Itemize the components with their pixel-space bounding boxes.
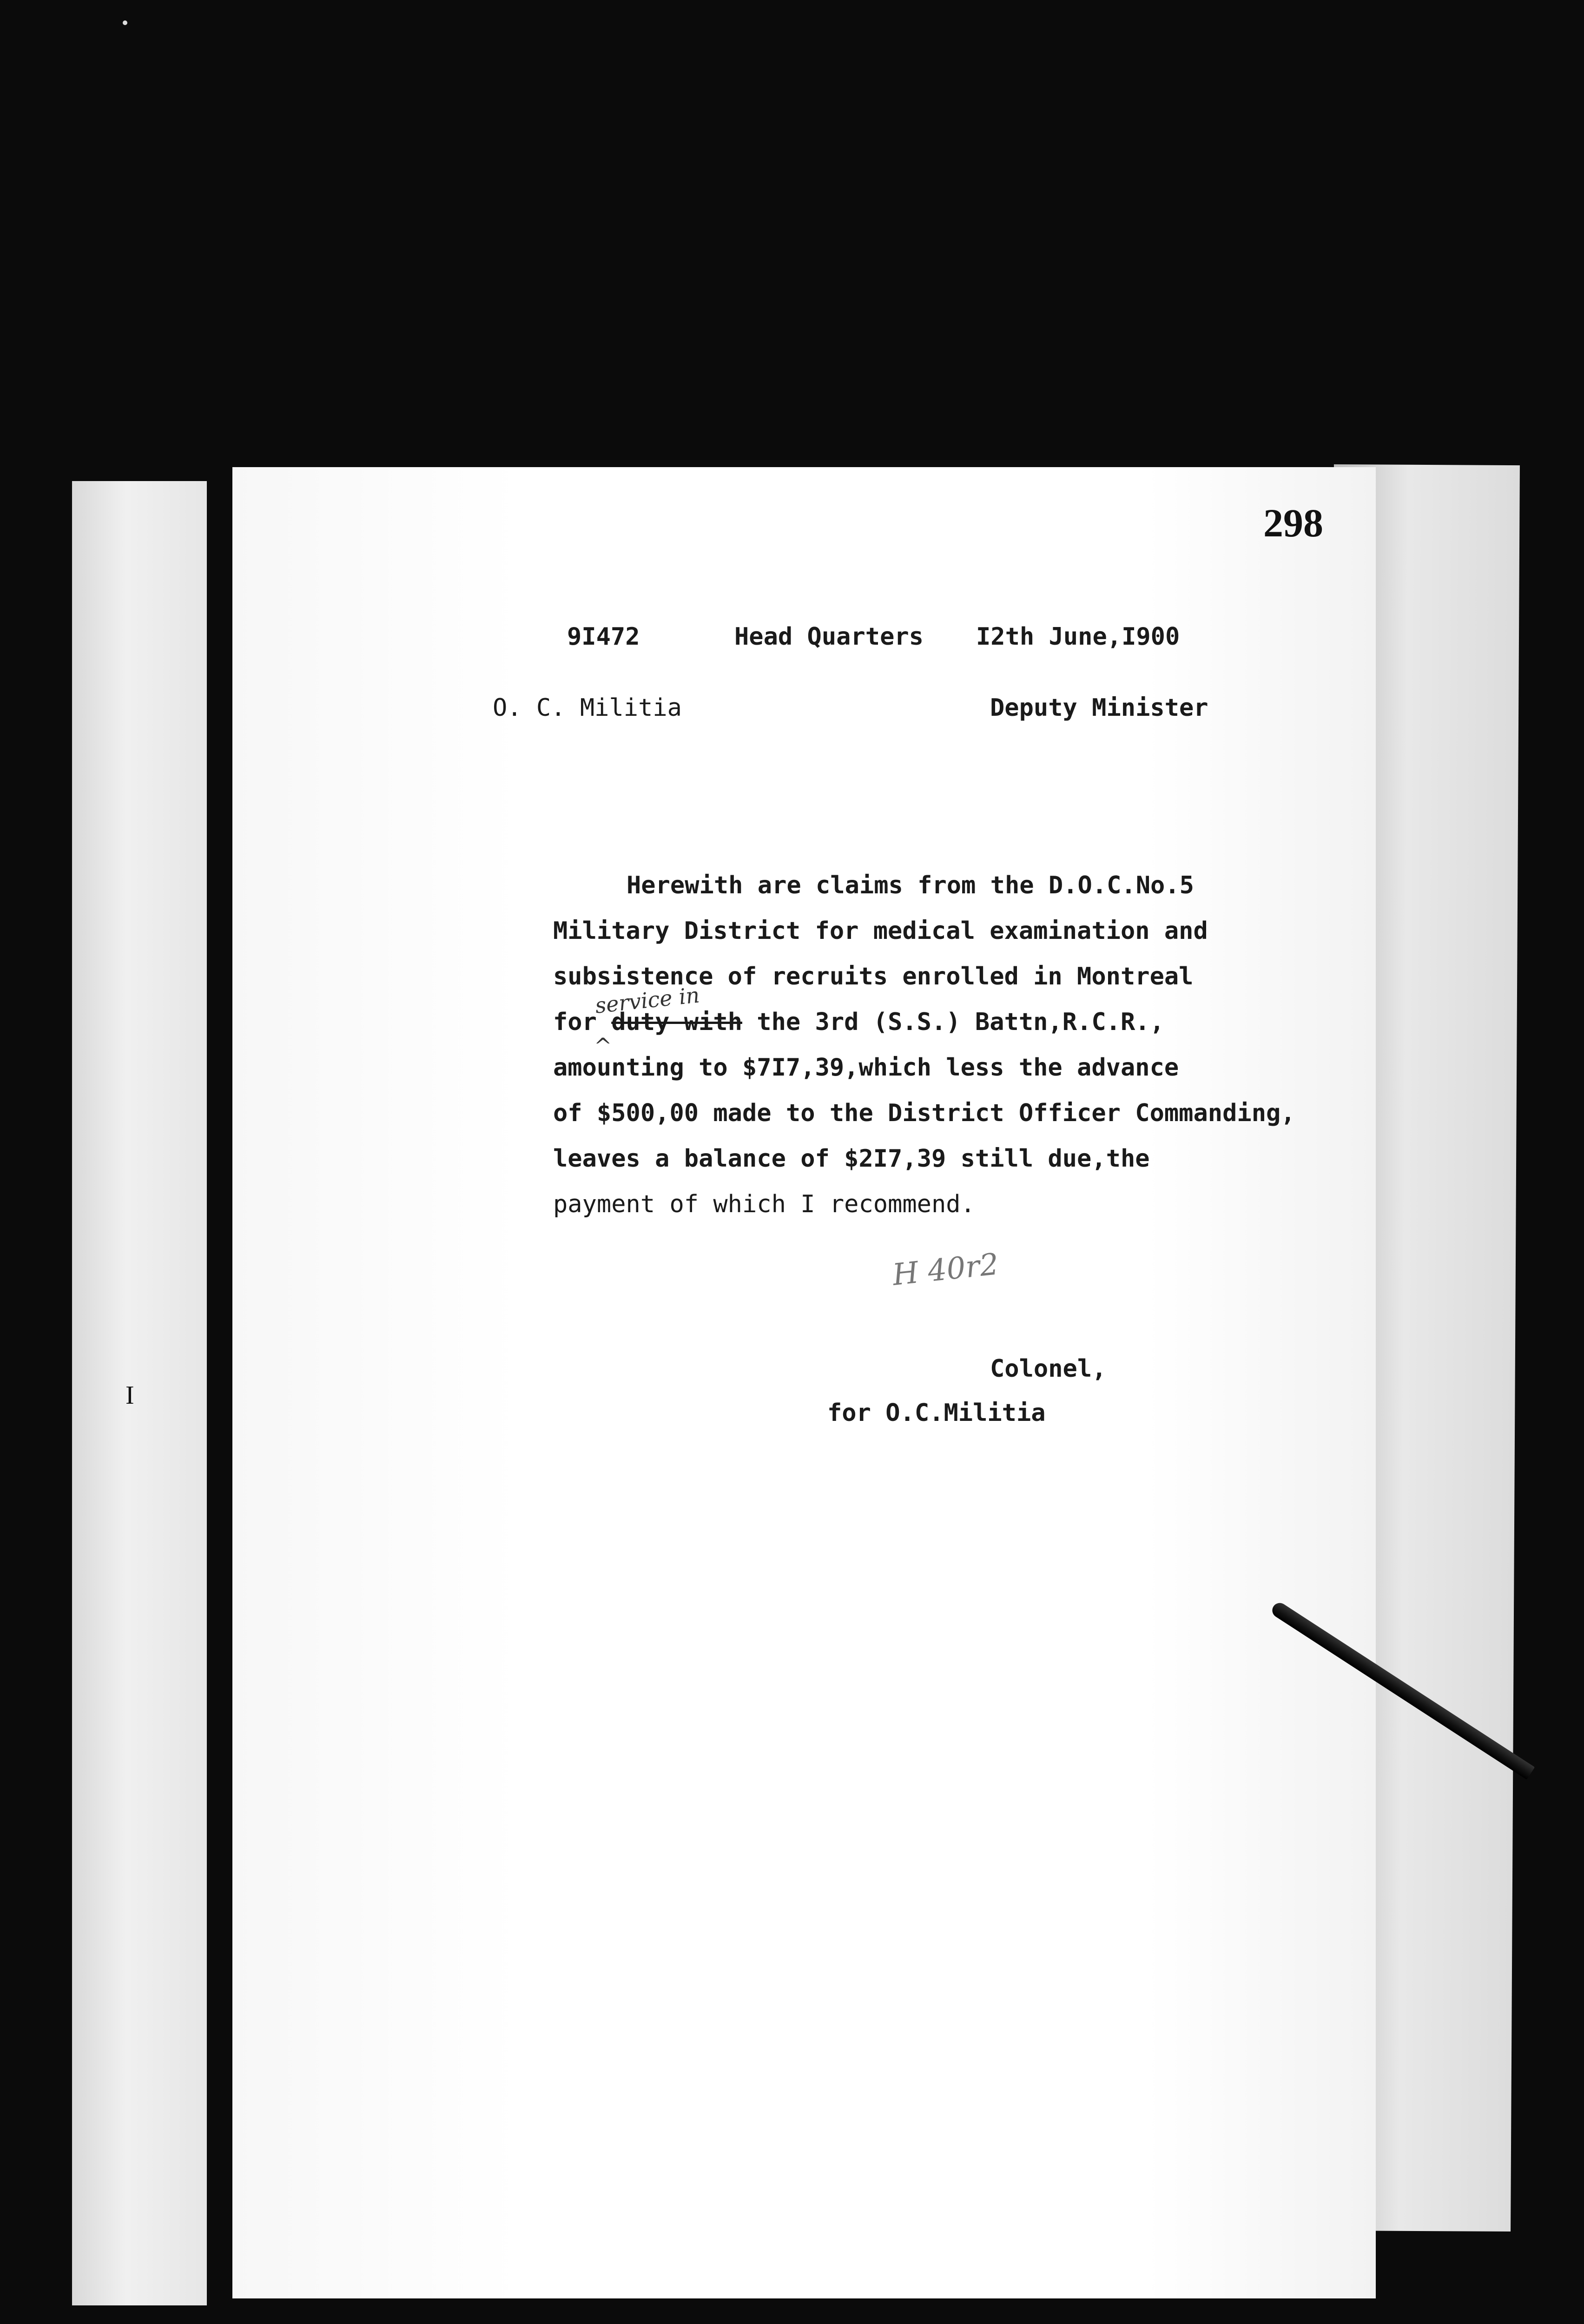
left-page-edge	[72, 481, 207, 2305]
file-number: 9I472	[567, 623, 640, 651]
struck-text: duty with	[611, 1008, 742, 1036]
signature-for: for O.C.Militia	[827, 1399, 1046, 1427]
body-line-3: subsistence of recruits enrolled in Montreal	[553, 963, 1194, 990]
line4-prefix: for	[553, 1008, 612, 1036]
speck	[123, 20, 127, 25]
body-line-2: Military District for medical examination and	[553, 917, 1208, 945]
line4-suffix: the 3rd (S.S.) Battn,R.C.R.,	[742, 1008, 1164, 1036]
body-line-5: amounting to $7I7,39,which less the advance	[553, 1054, 1179, 1082]
to-line: Deputy Minister	[990, 694, 1208, 722]
handwritten-reference: H 40r2	[891, 1247, 1001, 1293]
body-line-7: leaves a balance of $2I7,39 still due,the	[553, 1145, 1150, 1173]
margin-mark: I	[125, 1381, 134, 1410]
header-place: Head Quarters	[734, 623, 924, 651]
signature-rank: Colonel,	[990, 1355, 1107, 1383]
handwritten-insertion: service in	[594, 982, 701, 1018]
body-line-4	[553, 1008, 1164, 1036]
header-date: I2th June,I900	[976, 623, 1180, 651]
body-line-6: of $500,00 made to the District Officer Commanding,	[553, 1099, 1295, 1127]
body-line-1: Herewith are claims from the D.O.C.No.5	[627, 872, 1194, 899]
body-line-8: payment of which I recommend.	[553, 1190, 975, 1218]
from-line: O. C. Militia	[493, 694, 682, 722]
letter-page	[232, 467, 1376, 2298]
insertion-caret: ^	[594, 1033, 612, 1058]
page-number: 298	[1263, 501, 1323, 545]
